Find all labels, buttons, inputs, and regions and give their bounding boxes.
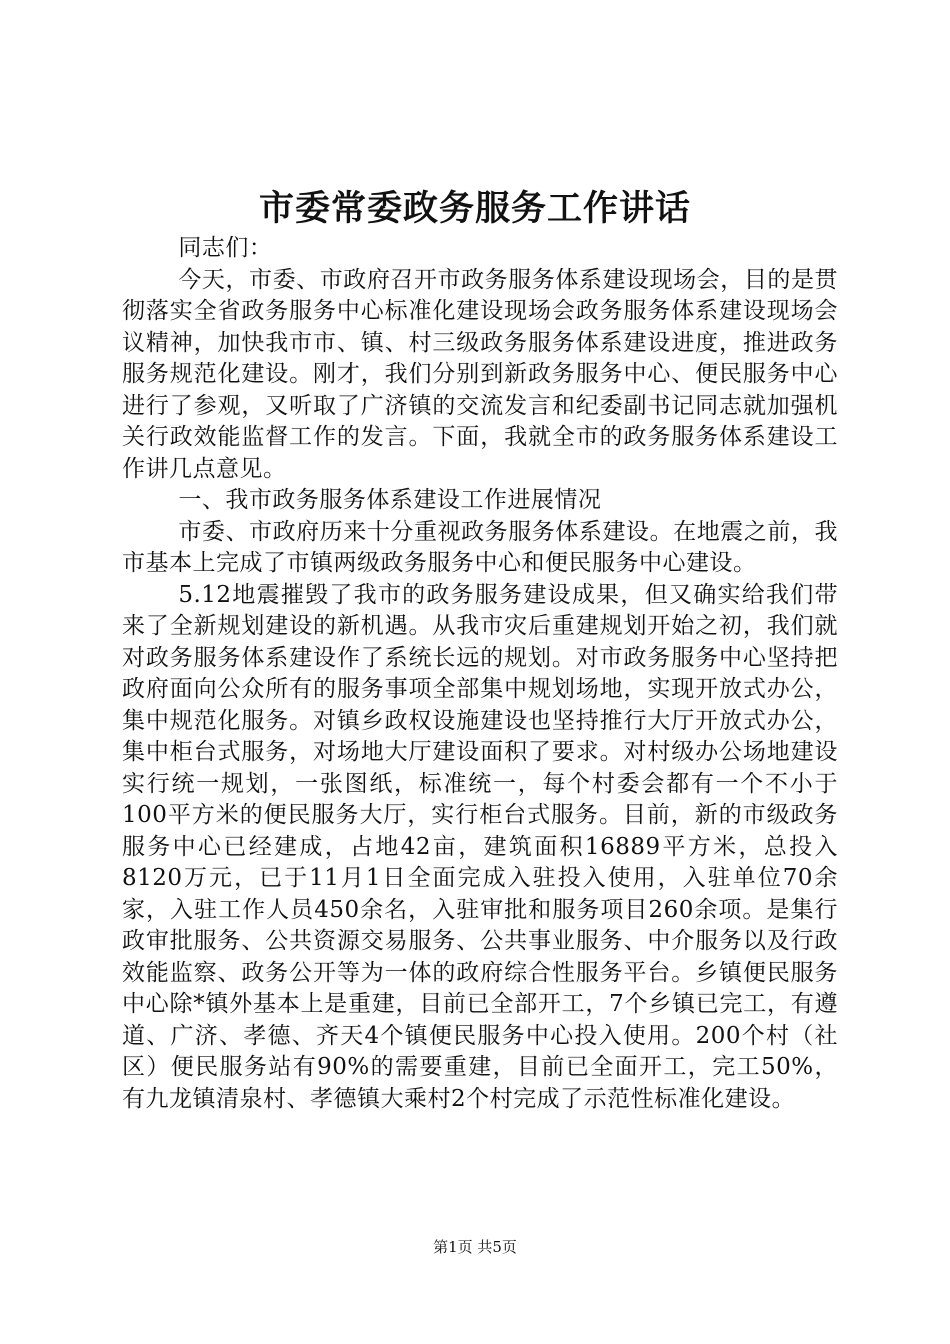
paragraph-progress: 5.12地震摧毁了我市的政务服务建设成果，但又确实给我们带来了全新规划建设的新机遇。从我市灾后重建规划开始之初，我们就对政务服务体系建设作了系统长远的规划。对市政务服务中心坚持把政府面向公众所有的服务事项全部集中规划场地，实现开放式办公，集中规范化服务。对镇乡政权设施建设也坚持推行大厅开放式办公，集中柜台式服务，对场地大厅建设面积了要求。对村级办公场地建设实行统一规划，一张图纸，标准统一，每个村委会都有一个不小于100平方米的便民服务大厅，实行柜台式服务。目前，新的市级政务服务中心已经建成，占地42亩，建筑面积16889平方米，总投入8120万元，已于11月1日全面完成入驻投入使用，入驻单位70余家，入驻工作人员450余名，入驻审批和服务项目260余项。是集行政审批服务、公共资源交易服务、公共事业服务、中介服务以及行政效能监察、政务公开等为一体的政府综合性服务平台。乡镇便民服务中心除*镇外基本上是重建，目前已全部开工，7个乡镇已完工，有遵道、广济、孝德、齐天4个镇便民服务中心投入使用。200个村（社区）便民服务站有90%的需要重建，目前已全面开工，完工50%，有九龙镇清泉村、孝德镇大乘村2个村完成了示范性标准化建设。 (122, 581, 838, 1112)
document-title: 市委常委政务服务工作讲话 (258, 188, 691, 229)
paragraph-intro: 今天，市委、市政府召开市政务服务体系建设现场会，目的是贯彻落实全省政务服务中心标准化建设现场会政务服务体系建设现场会议精神，加快我市市、镇、村三级政务服务体系建设进度，推进政务服务规范化建设。刚才，我们分别到新政务服务中心、便民服务中心进行了参观，又听取了广济镇的交流发言和纪委副书记同志就加强机关行政效能监督工作的发言。下面，我就全市的政务服务体系建设工作讲几点意见。 (122, 266, 838, 482)
page-footer: 第1页 共5页 (433, 1238, 517, 1256)
paragraph-background: 市委、市政府历来十分重视政务服务体系建设。在地震之前，我市基本上完成了市镇两级政务服务中心和便民服务中心建设。 (122, 518, 838, 576)
salutation: 同志们： (178, 235, 273, 261)
section-heading: 一、我市政务服务体系建设工作进展情况 (178, 487, 602, 513)
document-body (122, 233, 838, 1115)
